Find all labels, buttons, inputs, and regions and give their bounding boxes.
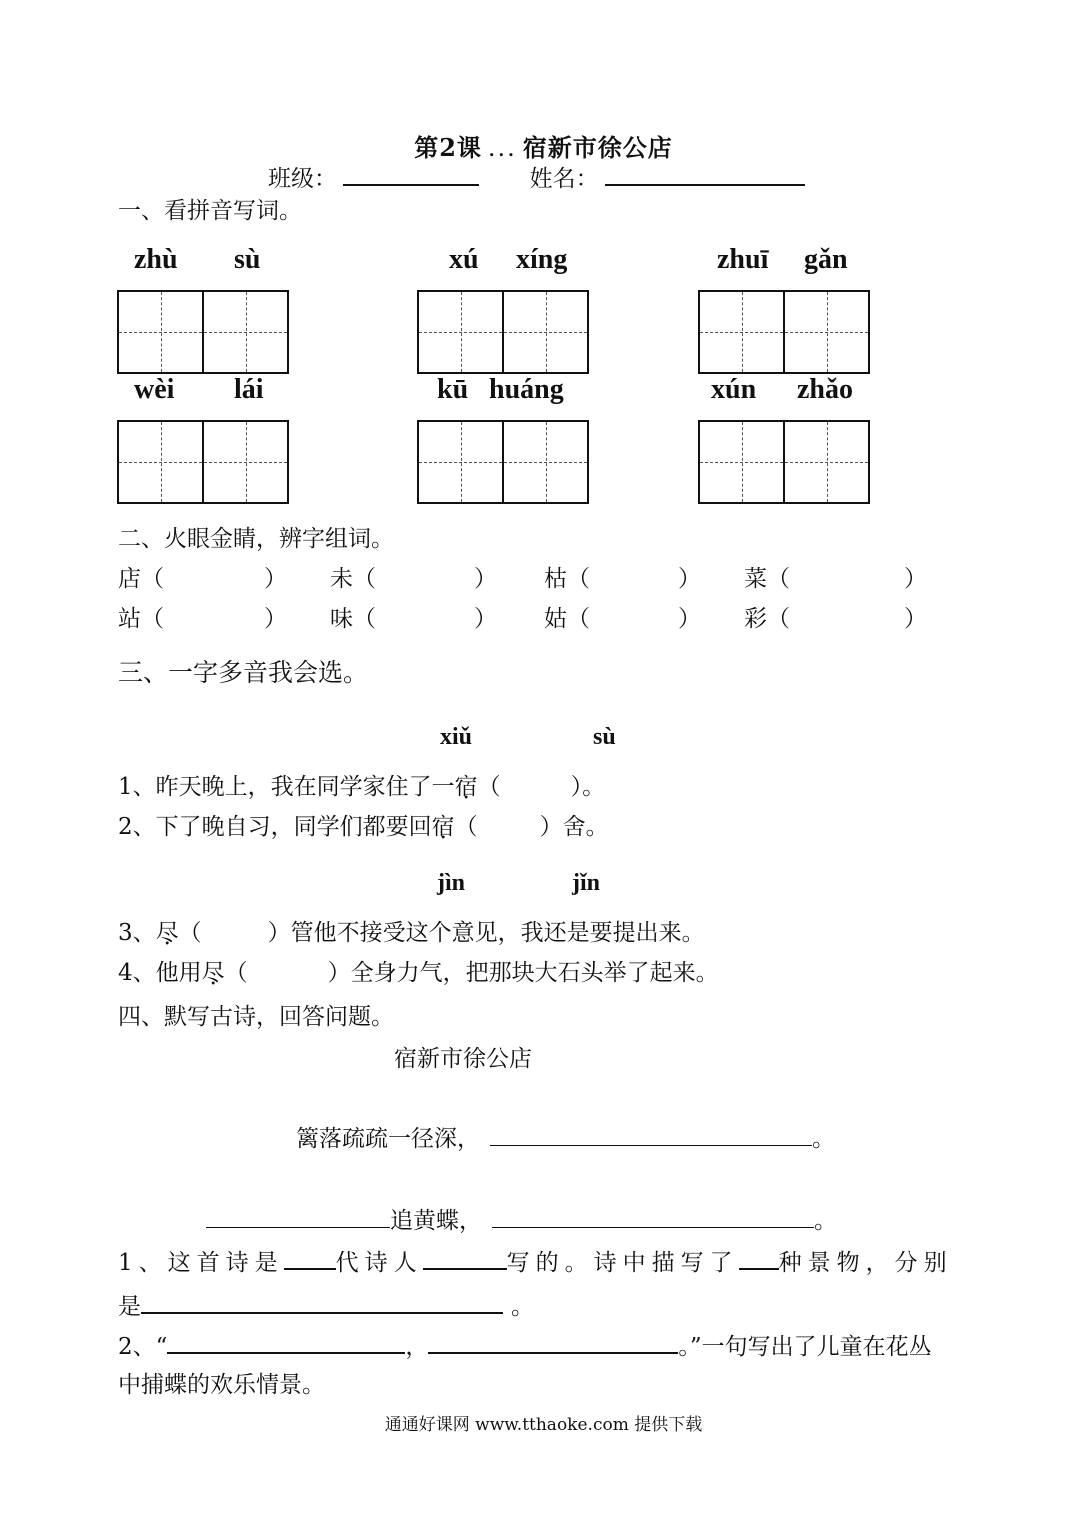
pinyin-lai: lái: [234, 374, 264, 405]
lesson-number: 第2课: [414, 133, 482, 162]
section1-heading: 一、看拼音写词。: [118, 198, 302, 224]
poem-line-1: 篱落疏疏一径深， 。: [296, 1126, 835, 1152]
answer-blank-b[interactable]: [428, 1330, 678, 1354]
poet-blank[interactable]: [423, 1246, 507, 1270]
pinyin-xing: xíng: [516, 244, 568, 275]
word-item: 店（: [118, 566, 164, 592]
question-1: 1、昨天晚上，我在同学家住了一宿（ ）。: [118, 774, 606, 800]
poem-blank-2[interactable]: [206, 1207, 390, 1228]
pinyin-ku: kū: [437, 374, 469, 405]
title-dots: ...: [487, 134, 517, 162]
pinyin-zhui: zhuī: [717, 244, 769, 275]
class-label: 班级：: [268, 166, 337, 192]
section3-heading: 三、一字多音我会选。: [118, 658, 369, 687]
dotted-char: 宿: [431, 814, 455, 840]
word-close: ）: [904, 606, 927, 632]
pinyin-su2: sù: [593, 724, 616, 750]
writing-grid-zhusu[interactable]: [117, 290, 289, 374]
word-close: ）: [678, 566, 701, 592]
page-title: [0, 128, 1087, 163]
pinyin-xu: xú: [449, 244, 479, 275]
word-close: ）: [678, 606, 701, 632]
pinyin-wei: wèi: [134, 374, 175, 405]
writing-grid-xunzhao[interactable]: [698, 420, 870, 504]
poem-blank-1[interactable]: [490, 1125, 812, 1146]
pinyin-xun: xún: [711, 374, 757, 405]
word-item: 彩（: [744, 606, 790, 632]
pinyin-jin4: jìn: [437, 870, 466, 896]
dotted-char: 尽: [155, 920, 179, 946]
pinyin-gan: gǎn: [804, 244, 848, 275]
header-line: [268, 162, 805, 194]
lesson-name: 宿新市徐公店: [522, 133, 673, 162]
question-4: 4、他用尽（ ）全身力气，把那块大石头举了起来。: [118, 960, 719, 986]
footer-credit: 通通好课网 www.tthaoke.com 提供下载: [384, 1415, 703, 1435]
question-3: 3、尽（ ）管他不接受这个意见，我还是要提出来。: [118, 920, 705, 946]
word-close: ）: [904, 566, 927, 592]
poem-question-2: 2、“ ， 。”一句写出了儿童在花丛: [118, 1330, 932, 1362]
poem-question-2-cont: 中捕蝶的欢乐情景。: [118, 1372, 325, 1398]
class-blank[interactable]: [343, 162, 479, 186]
word-close: ）: [264, 566, 287, 592]
poem-title: 宿新市徐公店: [394, 1046, 532, 1072]
pinyin-huang: huáng: [489, 374, 564, 405]
writing-grid-zhuigan[interactable]: [698, 290, 870, 374]
dotted-char: 尽: [201, 960, 225, 986]
pinyin-xiu: xiǔ: [440, 724, 473, 750]
word-close: ）: [264, 606, 287, 632]
pinyin-su: sù: [234, 244, 261, 275]
pinyin-jin3: jǐn: [572, 870, 601, 896]
word-item: 站（: [118, 606, 164, 632]
writing-grid-xuxing[interactable]: [417, 290, 589, 374]
scenery-blank[interactable]: [141, 1290, 503, 1314]
name-label: 姓名：: [529, 166, 599, 192]
answer-blank-a[interactable]: [167, 1330, 405, 1354]
pinyin-zhu: zhù: [134, 244, 178, 275]
writing-grid-kuhuang[interactable]: [417, 420, 589, 504]
word-item: 枯（: [544, 566, 590, 592]
word-close: ）: [474, 606, 497, 632]
word-item: 姑（: [544, 606, 590, 632]
pinyin-zhao: zhǎo: [797, 374, 853, 405]
section4-heading: 四、默写古诗，回答问题。: [118, 1004, 394, 1030]
count-blank[interactable]: [739, 1246, 779, 1270]
poem-question-1-cont: 是 。: [118, 1290, 534, 1322]
word-item: 未（: [330, 566, 376, 592]
dynasty-blank[interactable]: [284, 1246, 336, 1270]
writing-grid-weilai[interactable]: [117, 420, 289, 504]
poem-question-1: 1、这首诗是 代诗人 写的。诗中描写了 种景物，分别: [118, 1246, 953, 1278]
name-blank[interactable]: [605, 162, 805, 186]
dotted-char: 宿: [454, 774, 478, 800]
word-close: ）: [474, 566, 497, 592]
word-item: 味（: [330, 606, 376, 632]
question-2: 2、下了晚自习，同学们都要回宿（ ）舍。: [118, 814, 609, 840]
poem-line-2: 追黄蝶， 。: [206, 1206, 837, 1236]
poem-blank-3[interactable]: [492, 1207, 814, 1228]
word-item: 菜（: [744, 566, 790, 592]
section2-heading: 二、火眼金睛，辨字组词。: [118, 526, 394, 552]
